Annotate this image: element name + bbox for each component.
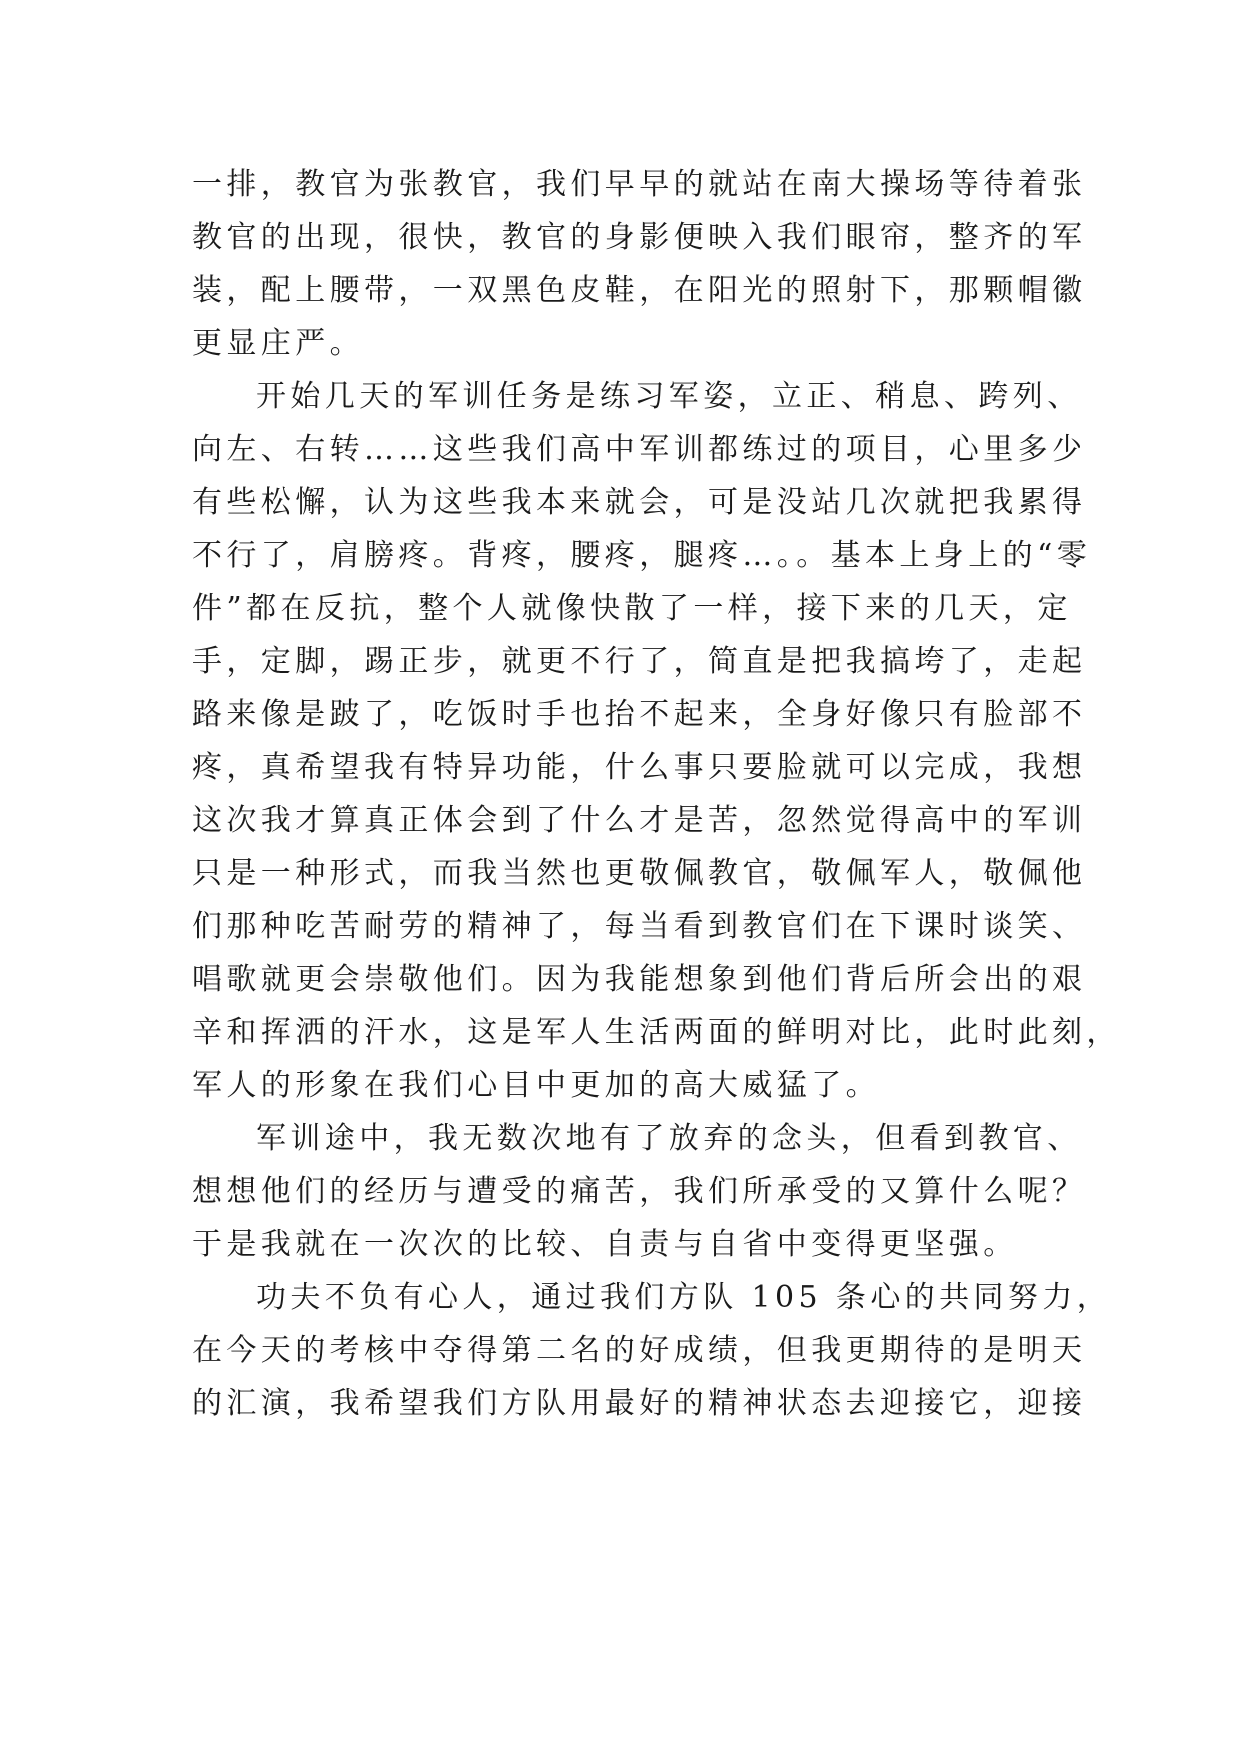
paragraph-start-line: 开始几天的军训任务是练习军姿，立正、稍息、跨列、 [256,379,1082,414]
text-line: 们那种吃苦耐劳的精神了，每当看到教官们在下课时谈笑、 [192,909,1087,944]
text-line: 辛和挥洒的汗水，这是军人生活两面的鲜明对比，此时此刻， [192,1015,1121,1050]
text-line: 这次我才算真正体会到了什么才是苦，忽然觉得高中的军训 [192,803,1087,838]
text-line: 路来像是跛了，吃饭时手也抬不起来，全身好像只有脸部不 [192,697,1087,732]
text-line: 向左、右转……这些我们高中军训都练过的项目，心里多少 [192,432,1087,467]
text-line: 更显庄严。 [192,326,364,361]
paragraph-start-line: 功夫不负有心人，通过我们方队 105 条心的共同努力， [256,1280,1112,1315]
text-line: 的汇演，我希望我们方队用最好的精神状态去迎接它，迎接 [192,1386,1087,1421]
text-line: 一排，教官为张教官，我们早早的就站在南大操场等待着张 [192,167,1087,202]
text-line: 不行了，肩膀疼。背疼，腰疼，腿疼…。。基本上身上的“零 [192,538,1092,573]
text-line: 手，定脚，踢正步，就更不行了，简直是把我搞垮了，走起 [192,644,1087,679]
text-line: 军人的形象在我们心目中更加的高大威猛了。 [192,1068,880,1103]
text-line: 教官的出现，很快，教官的身影便映入我们眼帘，整齐的军 [192,220,1087,255]
text-line: 有些松懈，认为这些我本来就会，可是没站几次就把我累得 [192,485,1087,520]
text-line: 在今天的考核中夺得第二名的好成绩，但我更期待的是明天 [192,1333,1087,1368]
text-line: 只是一种形式，而我当然也更敬佩教官，敬佩军人，敬佩他 [192,856,1087,891]
text-line: 唱歌就更会崇敬他们。因为我能想象到他们背后所会出的艰 [192,962,1087,997]
text-line: 想想他们的经历与遭受的痛苦，我们所承受的又算什么呢？ [192,1174,1087,1209]
text-line: 件”都在反抗，整个人就像快散了一样，接下来的几天，定 [192,591,1072,626]
text-line: 于是我就在一次次的比较、自责与自省中变得更坚强。 [192,1227,1018,1262]
text-line: 装，配上腰带，一双黑色皮鞋，在阳光的照射下，那颗帽徽 [192,273,1087,308]
text-line: 疼，真希望我有特异功能，什么事只要脸就可以完成，我想 [192,750,1087,785]
paragraph-start-line: 军训途中，我无数次地有了放弃的念头，但看到教官、 [256,1121,1082,1156]
